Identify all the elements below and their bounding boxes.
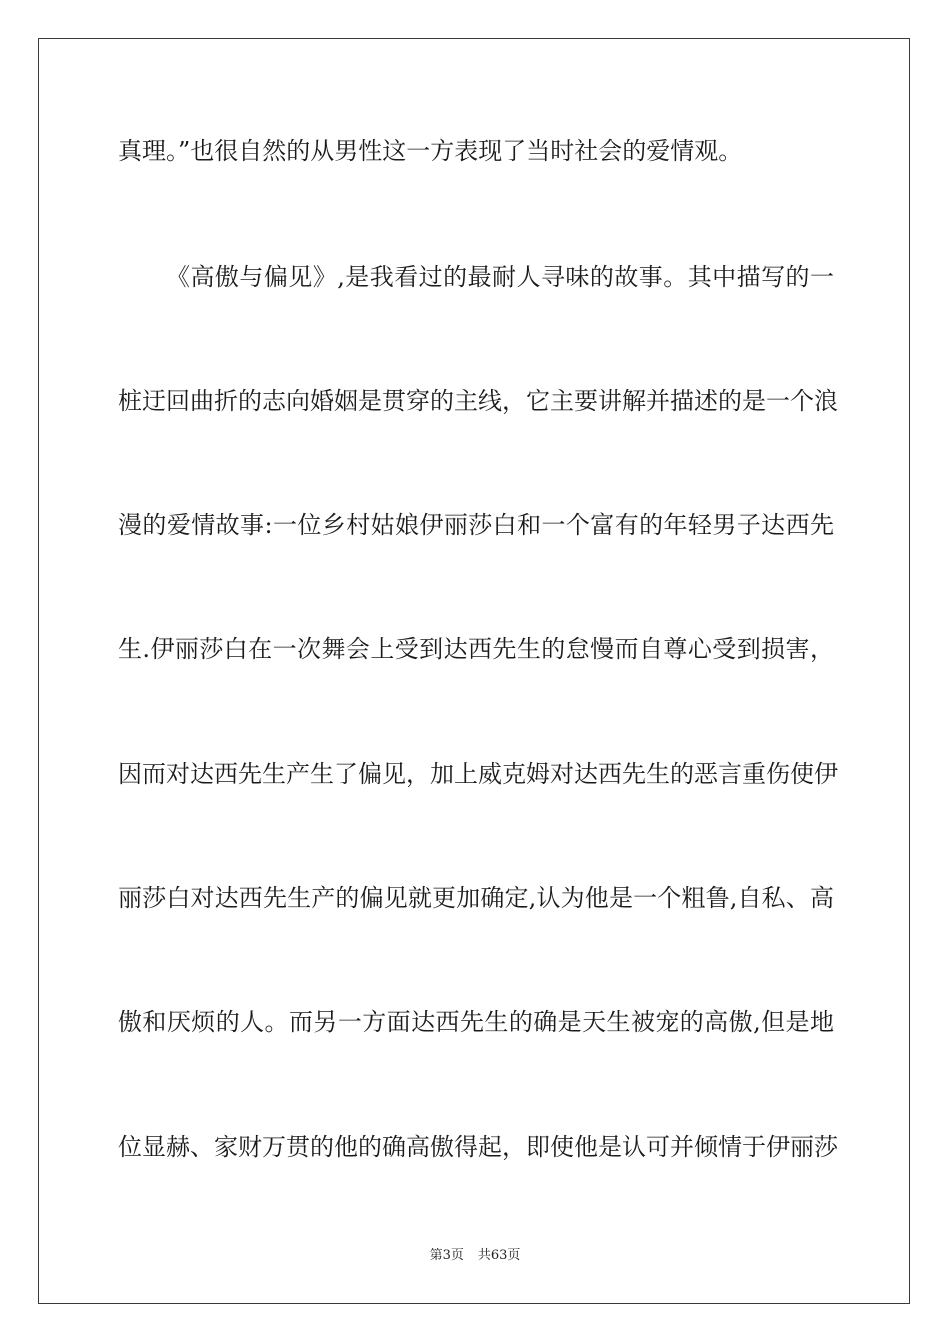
page-footer bbox=[0, 1247, 950, 1265]
page-number: 第3页 bbox=[429, 1248, 464, 1263]
text-line-1: 真理。”也很自然的从男性这一方表现了当时社会的爱情观。 bbox=[118, 137, 743, 165]
text-line-5: 生.伊丽莎白在一次舞会上受到达西先生的怠慢而自尊心受到损害， bbox=[118, 635, 834, 663]
text-line-6: 因而对达西先生产生了偏见，加上威克姆对达西先生的恶言重伤使伊 bbox=[118, 760, 838, 788]
text-line-3: 桩迂回曲折的志向婚姻是贯穿的主线，它主要讲解并描述的是一个浪 bbox=[118, 387, 838, 415]
page-border bbox=[38, 38, 910, 1304]
text-line-4: 漫的爱情故事:一位乡村姑娘伊丽莎白和一个富有的年轻男子达西先 bbox=[118, 511, 834, 539]
text-line-9: 位显赫、家财万贯的他的确高傲得起，即使他是认可并倾情于伊丽莎 bbox=[118, 1133, 838, 1161]
text-line-8: 傲和厌烦的人。而另一方面达西先生的确是天生被宠的高傲,但是地 bbox=[118, 1008, 834, 1036]
text-line-2: 《高傲与偏见》,是我看过的最耐人寻味的故事。其中描写的一 bbox=[166, 263, 834, 291]
text-line-7: 丽莎白对达西先生产的偏见就更加确定,认为他是一个粗鲁,自私、高 bbox=[118, 884, 834, 912]
page-total: 共63页 bbox=[477, 1248, 521, 1263]
